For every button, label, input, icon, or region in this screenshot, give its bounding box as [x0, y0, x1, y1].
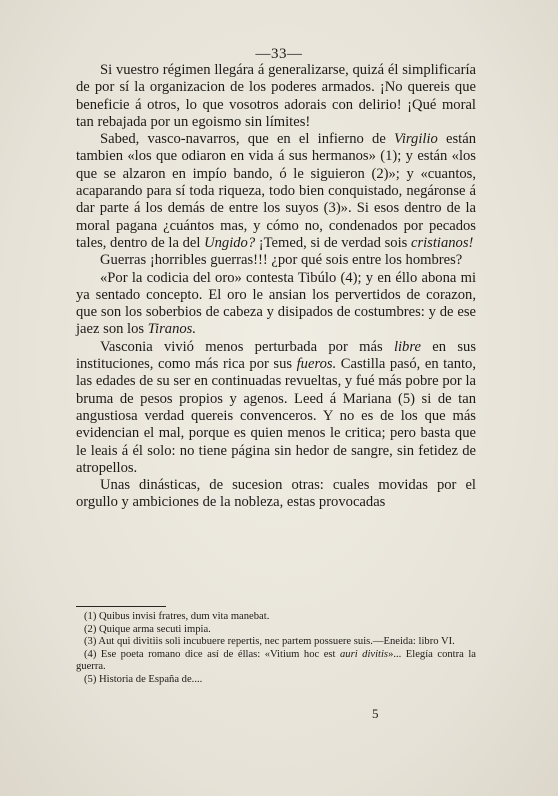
text-run: Castilla pasó, en tanto, las edades de su ser en continuadas revueltas, y fué más pobre por la bruma de pesos propios y agenos. Leed á Mariana (5) si de tan angustiosa verdad quereis convenceros. Y no es de los que más evidencian el mal, porque es quien menos le critica; pero basta que le leais á él solo: no tiene página sin hedor de sangre, sin fetidez de atropellos.	[76, 356, 476, 476]
text-run: Sabed, vasco-navarros, que en el infierno de	[100, 131, 395, 148]
footnote-text: (4) Ese poeta romano dice así de éllas: «Vitium hoc est	[84, 648, 340, 660]
italic-run: Ungido?	[204, 234, 256, 251]
footnote-text: (1) Quibus invisi fratres, dum vita manebat.	[84, 611, 270, 622]
footnote	[76, 649, 476, 674]
text-run: Si vuestro régimen llegára á generalizarse, quizá él simplificaría de por sí la organizacion de los poderes armados. ¡No quereis que beneficie á otros, lo que vosotros adorais con delirio! ¡Qué moral tan rebajada por un egoismo sin límites!	[76, 62, 476, 130]
footnote	[76, 611, 476, 624]
footnote	[76, 624, 476, 637]
text-run: Vasconia vivió menos perturbada por más	[100, 338, 394, 355]
text-run: «Por la codicia del oro» contesta Tibúlo (4); y en éllo abona mi ya sentado concepto. El oro le ansian los pervertidos de corazon, que son los soberbios de cabeza y disipados de costumbres: y de ese jaez son los	[76, 269, 476, 338]
text-run: están tambien «los que odiaron en vida á sus hermanos» (1); y están «los que se alzaron en impío bando, ó le siguieron (2)»; y «cuantos, acaparando para sí toda riqueza, todo bien conquistado, negáronse á dar parte á los demás de entre los suyos (3)». Si esos dentro de la moral pagana ¿cuántos mas, y cómo no, condenados por pecados tales, dentro de la del	[76, 131, 476, 251]
paragraph	[76, 477, 476, 512]
footnote-text: »... Elegía contra la guerra.	[76, 648, 476, 673]
italic-run: Tiranos.	[147, 321, 197, 338]
footnote	[76, 636, 476, 649]
italic-run: Virgilio	[394, 131, 438, 148]
footnote-text: (2) Quique arma secuti impia.	[84, 623, 211, 635]
italic-run: fueros.	[296, 356, 337, 373]
signature-mark: 5	[372, 706, 379, 721]
footnote-text: (3) Aut qui divitiis soli incubuere repertis, nec partem possuere suis.—Eneida: libro VI.	[84, 636, 455, 648]
text-run: Guerras ¡horribles guerras!!! ¿por qué sois entre los hombres?	[100, 252, 463, 269]
italic-run: libre	[393, 338, 421, 355]
footnote-italic: auri divitis	[340, 648, 389, 660]
footnote	[76, 674, 476, 687]
page-number: —33—	[255, 46, 303, 62]
paragraph	[76, 339, 476, 477]
body-text	[76, 62, 476, 512]
italic-run: cristianos!	[410, 234, 474, 251]
paragraph	[76, 62, 476, 131]
text-run: en sus instituciones, como más rica por sus	[76, 338, 476, 373]
text-run: Unas dinásticas, de sucesion otras: cuales movidas por el orgullo y ambiciones de la nobleza, estas provocadas	[76, 477, 476, 511]
paragraph	[76, 252, 476, 269]
footnote-text: (5) Historia de España de....	[84, 673, 203, 685]
footnote-divider	[76, 606, 166, 607]
footnotes	[76, 611, 476, 687]
paragraph	[76, 270, 476, 339]
text-run: ¡Temed, si de verdad sois	[255, 234, 411, 251]
paragraph	[76, 131, 476, 252]
